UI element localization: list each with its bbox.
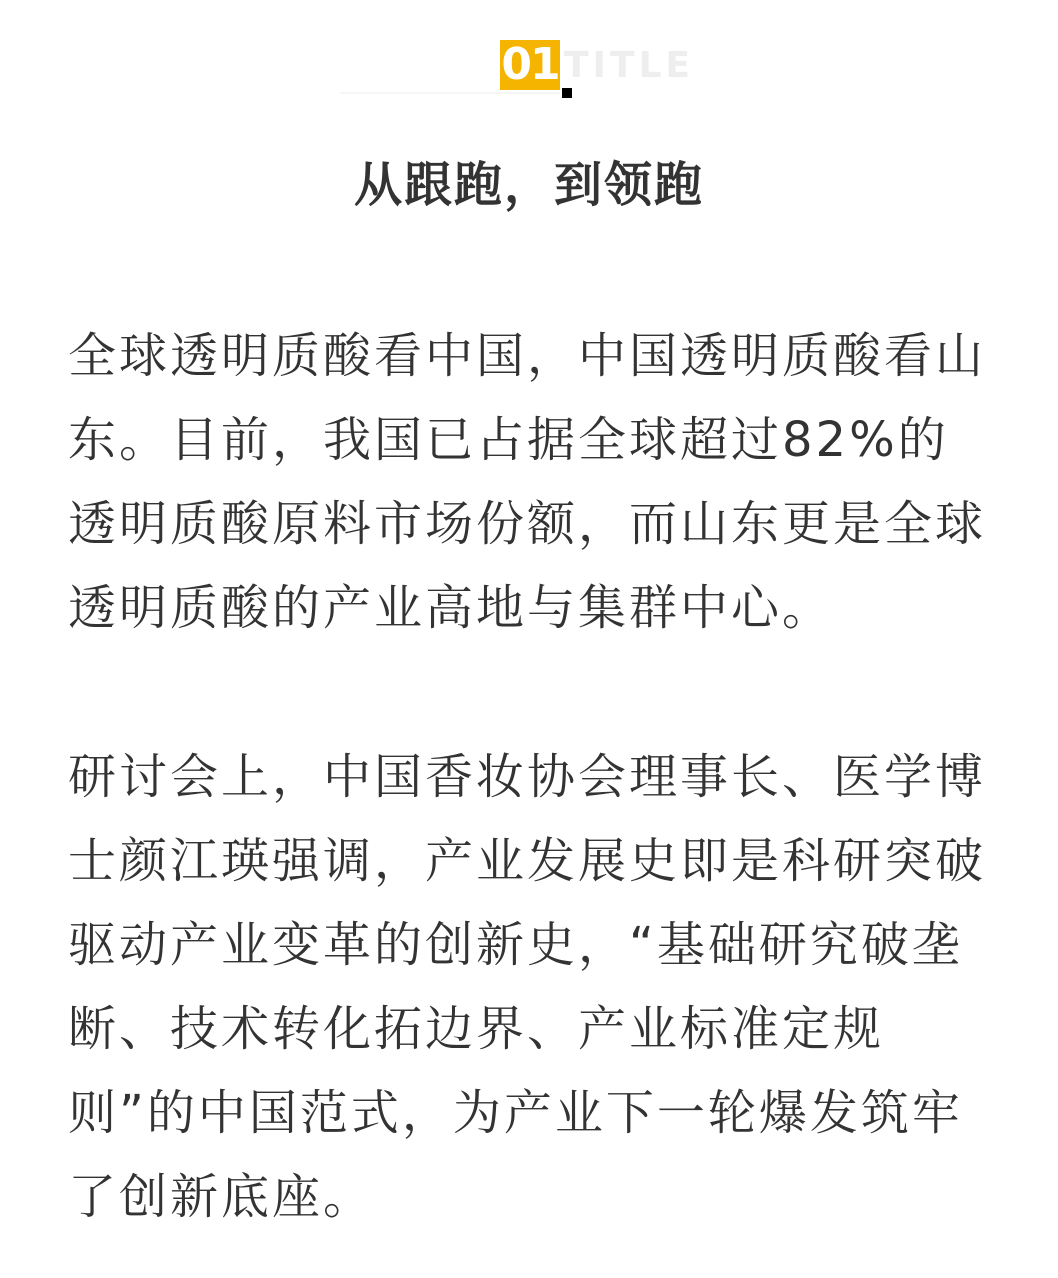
section-label: TITLE xyxy=(564,45,695,86)
paragraph-1: 全球透明质酸看中国，中国透明质酸看山东。目前，我国已占据全球超过82%的透明质酸原料市场份额，而山东更是全球透明质酸的产业高地与集群中心。 xyxy=(68,328,987,636)
section-badge xyxy=(500,39,695,102)
badge-underline xyxy=(340,92,560,94)
paragraph-2: 研讨会上，中国香妆协会理事长、医学博士颜江瑛强调，产业发展史即是科研突破驱动产业变革的创新史，“基础研究破垄断、技术转化拓边界、产业标准定规则”的中国范式，为产业下一轮爆发筑牢了创新底座。 xyxy=(68,749,987,1225)
section-heading: 从跟跑，到领跑 xyxy=(353,157,704,213)
badge-dot xyxy=(562,88,572,98)
section-number: 01 xyxy=(501,39,559,90)
